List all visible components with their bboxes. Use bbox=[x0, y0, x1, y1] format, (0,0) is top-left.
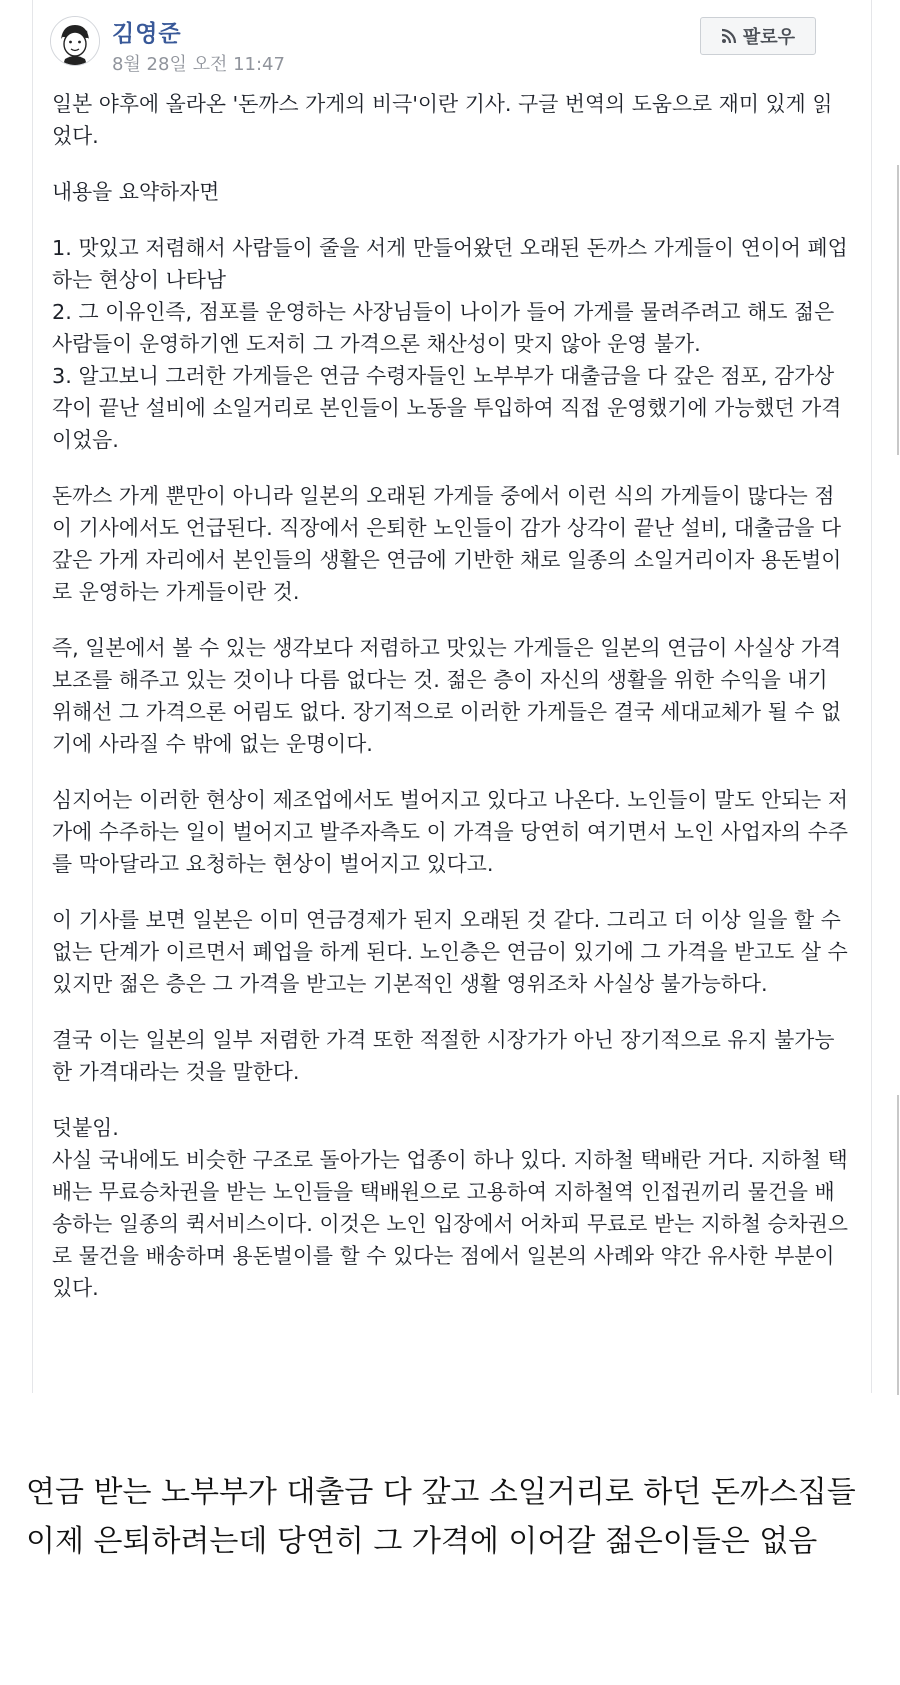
post-paragraph: 즉, 일본에서 볼 수 있는 생각보다 저렴하고 맛있는 가게들은 일본의 연금이 사실상 가격보조를 해주고 있는 것이나 다름 없다는 것. 젊은 층이 자신의 생활을 위한 수익을 내기 위해선 그 가격으론 어림도 없다. 장기적으로 이러한 가게들은 결국 세대교체가 될 수 없기에 사라질 수 밖에 없는 운명이다. bbox=[52, 636, 842, 756]
author-name[interactable]: 김영준 bbox=[112, 21, 182, 47]
post-paragraph: 1. 맛있고 저렴해서 사람들이 줄을 서게 만들어왔던 오래된 돈까스 가게들이 연이어 폐업하는 현상이 나타남 2. 그 이유인즉, 점포를 운영하는 사장님들이 나이가 들어 가게를 물려주려고 해도 젊은 사람들이 운영하기엔 도저히 그 가격으론 채산성이 맞지 않아 운영 불가. 3. 알고보니 그러한 가게들은 연금 수령자들인 노부부가 대출금을 다 갚은 점포, 감가상각이 끝난 설비에 소일거리로 본인들이 노동을 투입하여 직접 운영했기에 가능했던 가격이었음. bbox=[52, 236, 848, 452]
post-paragraph: 결국 이는 일본의 일부 저렴한 가격 또한 적절한 시장가가 아닌 장기적으로 유지 불가능한 가격대라는 것을 말한다. bbox=[52, 1028, 835, 1084]
post-paragraph: 덧붙임. 사실 국내에도 비슷한 구조로 돌아가는 업종이 하나 있다. 지하철 택배란 거다. 지하철 택배는 무료승차권을 받는 노인들을 택배원으로 고용하여 지하철역 인접권끼리 물건을 배송하는 일종의 퀵서비스이다. 이것은 노인 입장에서 어차피 무료로 받는 지하철 승차권으로 물건을 배송하며 용돈벌이를 할 수 있다는 점에서 일본의 사례와 약간 유사한 부분이 있다. bbox=[52, 1116, 848, 1300]
follow-button[interactable] bbox=[700, 17, 816, 55]
post-paragraph: 돈까스 가게 뿐만이 아니라 일본의 오래된 가게들 중에서 이런 식의 가게들이 많다는 점이 기사에서도 언급된다. 직장에서 은퇴한 노인들이 감가 상각이 끝난 설비, 대출금을 다 갚은 가게 자리에서 본인들의 생활은 연금에 기반한 채로 일종의 소일거리이자 용돈벌이로 운영하는 가게들이란 것. bbox=[52, 484, 842, 604]
post-body bbox=[52, 88, 852, 1328]
post-timestamp[interactable]: 8월 28일 오전 11:47 bbox=[112, 54, 285, 75]
scrollbar-track[interactable] bbox=[897, 1095, 899, 1395]
post-paragraph: 일본 야후에 올라온 '돈까스 가게의 비극'이란 기사. 구글 번역의 도움으로 재미 있게 읽었다. bbox=[52, 92, 833, 148]
caption-line: 이제 은퇴하려는데 당연히 그 가격에 이어갈 젊은이들은 없음 bbox=[26, 1524, 818, 1559]
caption-line: 연금 받는 노부부가 대출금 다 갚고 소일거리로 하던 돈까스집들 bbox=[26, 1475, 856, 1510]
post-paragraph: 심지어는 이러한 현상이 제조업에서도 벌어지고 있다고 나온다. 노인들이 말도 안되는 저가에 수주하는 일이 벌어지고 발주자측도 이 가격을 당연히 여기면서 노인 사업자의 수주를 막아달라고 요청하는 현상이 벌어지고 있다고. bbox=[52, 788, 848, 876]
rss-icon bbox=[721, 28, 737, 44]
image-caption bbox=[26, 1468, 886, 1566]
post-paragraph: 이 기사를 보면 일본은 이미 연금경제가 된지 오래된 것 같다. 그리고 더 이상 일을 할 수 없는 단계가 이르면서 폐업을 하게 된다. 노인층은 연금이 있기에 그 가격을 받고도 살 수 있지만 젊은 층은 그 가격을 받고는 기본적인 생활 영위조차 사실상 불가능하다. bbox=[52, 908, 848, 996]
follow-button-label: 팔로우 bbox=[742, 27, 796, 48]
post-paragraph: 내용을 요약하자면 bbox=[52, 180, 220, 204]
scrollbar-track[interactable] bbox=[897, 165, 899, 455]
author-avatar[interactable] bbox=[50, 16, 100, 66]
avatar-face-icon bbox=[51, 17, 99, 65]
